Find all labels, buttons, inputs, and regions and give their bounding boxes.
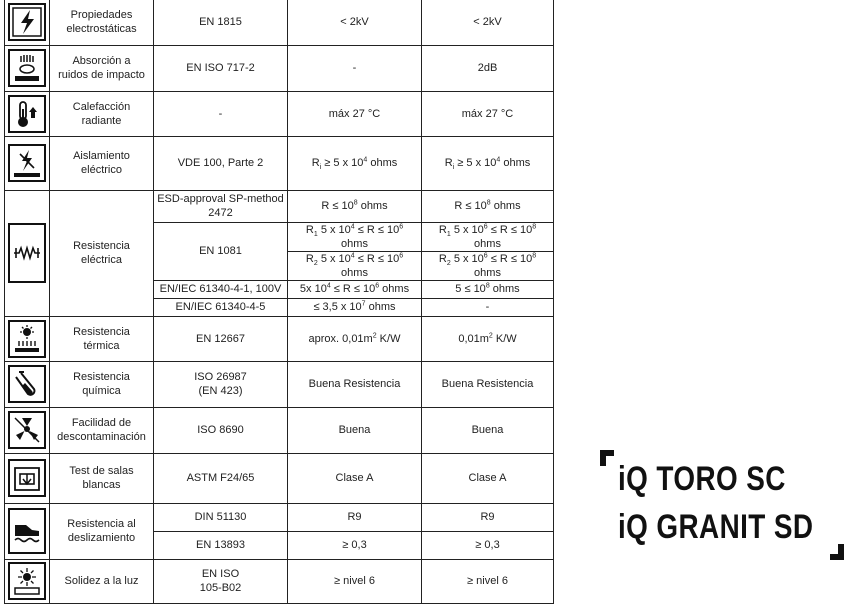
property-label: Calefacción (72, 100, 131, 113)
value-cell: aprox. $0,01m^2$ K/W (288, 316, 422, 361)
static-lightning-icon (8, 3, 46, 41)
property-label: Resistencia (73, 240, 130, 252)
property-label: Resistencia al (67, 518, 136, 530)
value-cell: 2dB (422, 45, 554, 91)
value-cell: R9 (422, 503, 554, 531)
norm-cell: ISO 26987 (194, 371, 247, 383)
impact-noise-icon (8, 49, 46, 87)
table-row: Aislamiento eléctrico VDE 100, Parte 2 $R_i \ge 5$ x $10^4$ ohms $R_i \ge 5$ x $10^4$ ohms (5, 136, 554, 190)
value-cell: $0,01m^2$ K/W (422, 316, 554, 361)
norm-cell: DIN 51130 (154, 503, 288, 531)
table-row: Propiedades electrostáticas EN 1815 < 2kV < 2kV (5, 0, 554, 45)
value-cell: ≥ 0,3 (288, 531, 422, 559)
spec-table (4, 0, 554, 604)
value-cell: Buena (288, 407, 422, 453)
property-label: Absorción a (72, 55, 131, 67)
value-cell: Buena (422, 407, 554, 453)
value-cell: $R_i \ge 5$ x $10^4$ ohms (422, 136, 554, 190)
table-row: Resistencia al deslizamiento DIN 51130 R9 R9 (5, 503, 554, 531)
value-cell: $R \le 10^8$ ohms (422, 190, 554, 222)
bracket-corner-top-left (600, 450, 614, 466)
value-cell: Clase A (288, 453, 422, 503)
bracket-corner-bottom-right (830, 544, 844, 560)
value-cell: Clase A (422, 453, 554, 503)
property-label: Test de salas (69, 465, 134, 477)
norm-cell: EN ISO (201, 568, 240, 580)
property-label: Solidez a la luz (50, 559, 154, 603)
property-label: Resistencia (73, 325, 130, 338)
table-row: Resistencia química ISO 26987 (EN 423) Buena Resistencia Buena Resistencia (5, 361, 554, 407)
norm-cell: VDE 100, Parte 2 (154, 136, 288, 190)
property-label: Resistencia (73, 371, 130, 383)
property-label: Aislamiento (73, 150, 130, 162)
norm-cell: EN/IEC 61340-4-1, 100V (154, 280, 288, 298)
electric-insulation-icon (8, 144, 46, 182)
value-cell: Buena Resistencia (288, 361, 422, 407)
value-cell: ≥ nivel 6 (288, 559, 422, 603)
value-cell: máx 27 °C (288, 91, 422, 136)
value-cell: $5 \le 10^8$ ohms (422, 280, 554, 298)
norm-cell: EN/IEC 61340-4-5 (154, 298, 288, 316)
norm-cell: EN ISO 717-2 (154, 45, 288, 91)
value-cell: $R_1$ 5 x $10^4 \le R \le 10^6$ ohms (288, 222, 422, 251)
table-row: Resistencia eléctrica ESD-approval SP-method 2472 $R \le 10^8$ ohms $R \le 10^8$ ohms (5, 190, 554, 222)
norm-cell: EN 12667 (154, 316, 288, 361)
value-cell: 5x $10^4 \le R \le 10^6$ ohms (288, 280, 422, 298)
value-cell: Buena Resistencia (422, 361, 554, 407)
norm-cell: ESD-approval SP-method (157, 193, 284, 205)
table-row: Solidez a la luz EN ISO 105-B02 ≥ nivel 6 ≥ nivel 6 (5, 559, 554, 603)
table-row: Resistencia térmica EN 12667 aprox. $0,01m^2$ K/W $0,01m^2$ K/W (5, 316, 554, 361)
value-cell: $R_1$ 5 x $10^6 \le R \le 10^8$ ohms (422, 222, 554, 251)
norm-cell: EN 13893 (154, 531, 288, 559)
property-label: Propiedades (70, 9, 133, 22)
value-cell: máx 27 °C (422, 91, 554, 136)
table-row: Facilidad de descontaminación ISO 8690 Buena Buena (5, 407, 554, 453)
thermal-resistance-icon (8, 320, 46, 358)
table-row: Calefacción radiante - máx 27 °C máx 27 °C (5, 91, 554, 136)
value-cell: $R_2$ 5 x $10^6 \le R \le 10^8$ ohms (422, 251, 554, 280)
decontamination-icon (8, 411, 46, 449)
norm-cell: EN 1815 (154, 0, 288, 45)
norm-cell: - (154, 91, 288, 136)
norm-cell: ISO 8690 (154, 407, 288, 453)
cleanroom-icon (8, 459, 46, 497)
brand-line-2: iQ GRANIT SD (618, 508, 814, 546)
value-cell: $R \le 10^8$ ohms (288, 190, 422, 222)
resistor-icon (8, 223, 46, 283)
value-cell: ≥ 0,3 (422, 531, 554, 559)
norm-cell: EN 1081 (154, 222, 288, 280)
norm-cell: ASTM F24/65 (154, 453, 288, 503)
value-cell: $R_i \ge 5$ x $10^4$ ohms (288, 136, 422, 190)
table-row: Test de salas blancas ASTM F24/65 Clase A Clase A (5, 453, 554, 503)
property-label: Facilidad de (71, 417, 132, 429)
sun-lightfastness-icon (8, 562, 46, 600)
value-cell: < 2kV (288, 0, 422, 45)
value-cell: - (288, 45, 422, 91)
value-cell: < 2kV (422, 0, 554, 45)
value-cell: - (422, 298, 554, 316)
value-cell: $R_2$ 5 x $10^4 \le R \le 10^6$ ohms (288, 251, 422, 280)
value-cell: ≥ nivel 6 (422, 559, 554, 603)
table-row: Absorción a ruidos de impacto EN ISO 717-2 - 2dB (5, 45, 554, 91)
thermometer-heating-icon (8, 95, 46, 133)
value-cell: ≤ 3,5 x $10^7$ ohms (288, 298, 422, 316)
shoe-slip-icon (8, 508, 46, 554)
brand-line-1: iQ TORO SC (618, 460, 786, 498)
value-cell: R9 (288, 503, 422, 531)
brand-logo (600, 450, 850, 560)
test-tube-icon (8, 365, 46, 403)
